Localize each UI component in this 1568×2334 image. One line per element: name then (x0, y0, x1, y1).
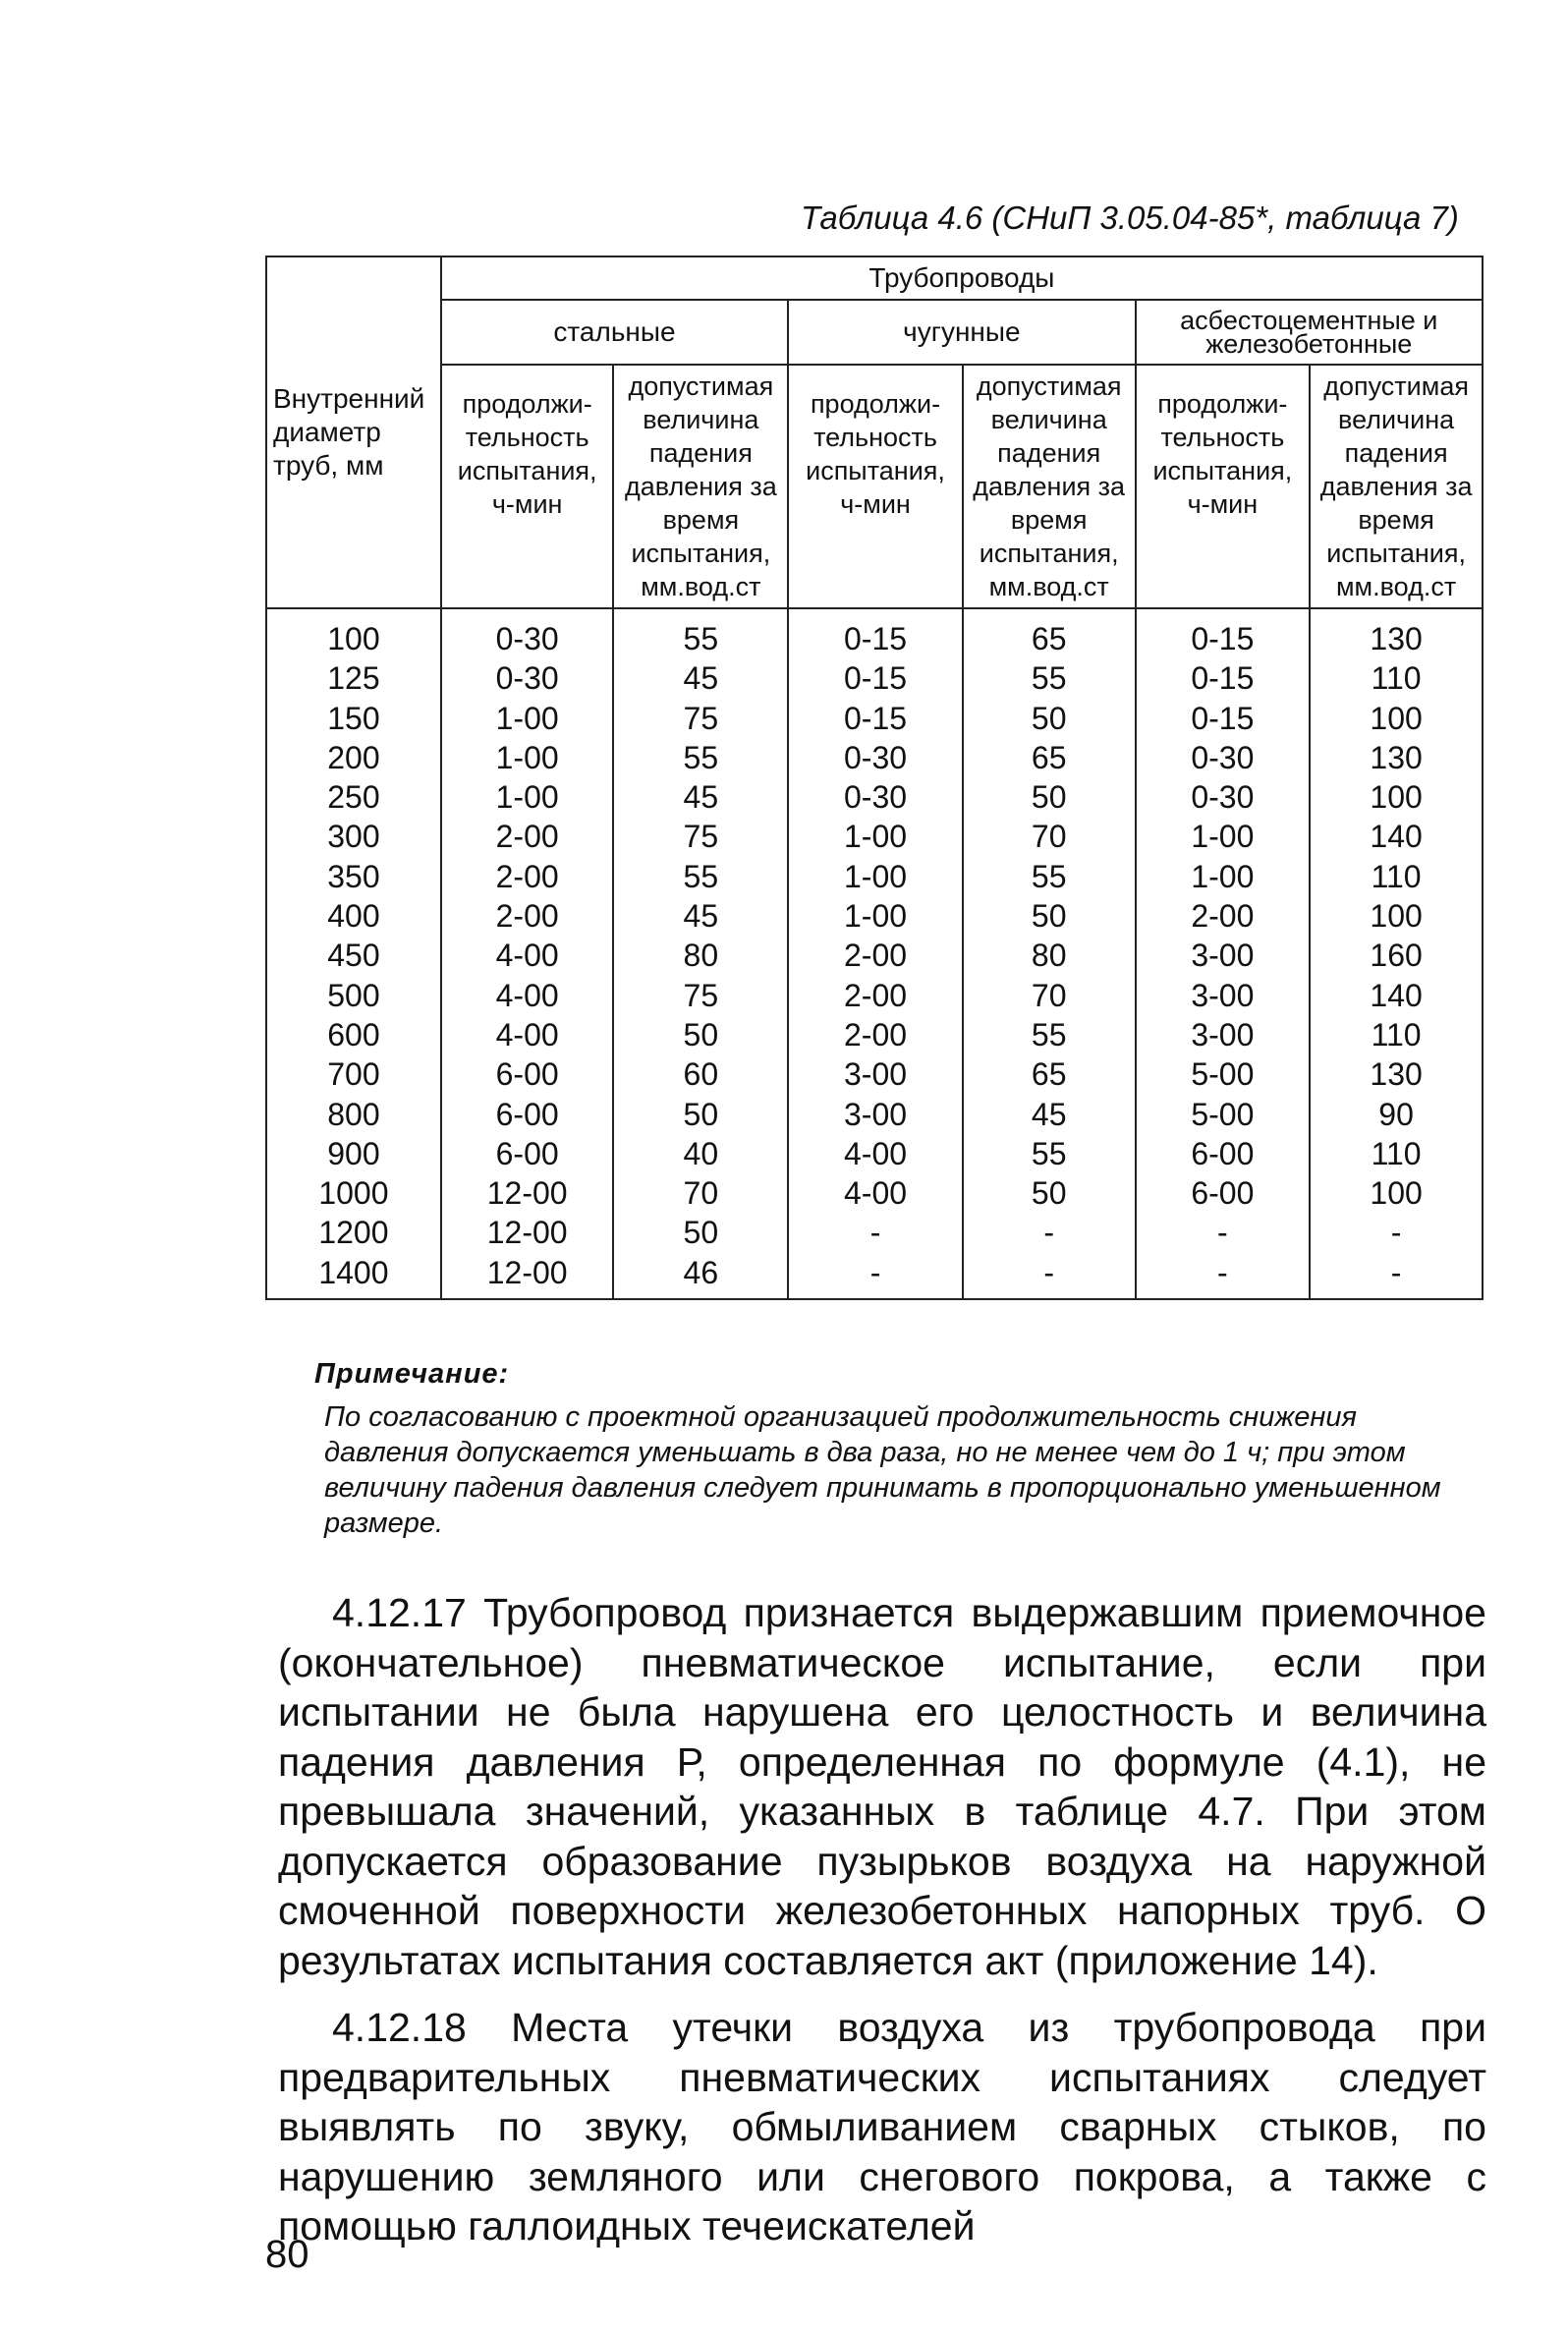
steel-pressure-drop-cell: 45 (613, 896, 788, 936)
table-row (266, 699, 1483, 738)
paragraph-4-12-18: 4.12.18 Места утечки воздуха из трубопровода при предварительных пневматических испытаниях следует выявлять по звуку, обмыливанием сварных стыков, по нарушению земляного или снегового покрова, а также с помощью галлоидных течеискателей (278, 2005, 1486, 2249)
asbestos-duration-cell: 0-30 (1136, 777, 1311, 817)
diameter-cell: 250 (266, 777, 441, 817)
steel-pressure-drop-cell: 60 (613, 1054, 788, 1094)
diameter-cell: 100 (266, 608, 441, 658)
diameter-cell: 150 (266, 699, 441, 738)
diameter-cell: 450 (266, 936, 441, 975)
cast-iron-pressure-drop-cell: 45 (963, 1095, 1136, 1134)
steel-pressure-drop-cell: 80 (613, 936, 788, 975)
group-cast-iron-header: чугунные (788, 300, 1135, 365)
diameter-cell: 700 (266, 1054, 441, 1094)
table-row (266, 936, 1483, 975)
asbestos-duration-header: продолжи- тельность испытания, ч-мин (1136, 365, 1311, 608)
table-header (266, 256, 1483, 608)
cast-iron-pressure-drop-cell: 55 (963, 857, 1136, 896)
page-number: 80 (265, 2233, 309, 2276)
steel-pressure-drop-cell: 45 (613, 777, 788, 817)
steel-duration-header: продолжи- тельность испытания, ч-мин (441, 365, 614, 608)
steel-duration-cell: 4-00 (441, 936, 614, 975)
asbestos-pressure-drop-cell: 160 (1310, 936, 1483, 975)
cast-iron-pressure-drop-header: допустимая величина падения давления за время испытания, мм.вод.ст (963, 365, 1136, 608)
steel-pressure-drop-cell: 45 (613, 658, 788, 698)
asbestos-pressure-drop-cell: 110 (1310, 857, 1483, 896)
diameter-cell: 1000 (266, 1173, 441, 1213)
asbestos-duration-cell: 5-00 (1136, 1054, 1311, 1094)
steel-pressure-drop-cell: 75 (613, 817, 788, 856)
asbestos-pressure-drop-cell: 100 (1310, 699, 1483, 738)
steel-duration-cell: 4-00 (441, 976, 614, 1015)
table-row (266, 1253, 1483, 1299)
cast-iron-pressure-drop-cell: 50 (963, 1173, 1136, 1213)
table-row (266, 608, 1483, 658)
diameter-cell: 900 (266, 1134, 441, 1173)
asbestos-duration-cell: 1-00 (1136, 817, 1311, 856)
asbestos-duration-cell: 0-15 (1136, 699, 1311, 738)
diameter-cell: 500 (266, 976, 441, 1015)
cast-iron-duration-cell: 1-00 (788, 817, 963, 856)
table-row (266, 857, 1483, 896)
cast-iron-duration-cell: 2-00 (788, 976, 963, 1015)
cast-iron-duration-cell: 2-00 (788, 1015, 963, 1054)
asbestos-pressure-drop-cell: 130 (1310, 608, 1483, 658)
cast-iron-pressure-drop-cell: 65 (963, 738, 1136, 777)
cast-iron-pressure-drop-cell: 65 (963, 608, 1136, 658)
asbestos-duration-cell: 3-00 (1136, 976, 1311, 1015)
cast-iron-pressure-drop-cell: 70 (963, 817, 1136, 856)
asbestos-pressure-drop-cell: - (1310, 1213, 1483, 1252)
cast-iron-duration-cell: - (788, 1253, 963, 1299)
diameter-cell: 400 (266, 896, 441, 936)
cast-iron-pressure-drop-cell: 55 (963, 1015, 1136, 1054)
asbestos-duration-cell: - (1136, 1213, 1311, 1252)
steel-duration-cell: 12-00 (441, 1173, 614, 1213)
asbestos-pressure-drop-cell: 100 (1310, 896, 1483, 936)
table-row (266, 976, 1483, 1015)
table-body (266, 608, 1483, 1299)
cast-iron-duration-cell: - (788, 1213, 963, 1252)
steel-pressure-drop-cell: 40 (613, 1134, 788, 1173)
steel-pressure-drop-cell: 75 (613, 699, 788, 738)
cast-iron-duration-cell: 1-00 (788, 857, 963, 896)
asbestos-pressure-drop-cell: 110 (1310, 1015, 1483, 1054)
pipe-test-table (265, 256, 1484, 1300)
steel-pressure-drop-cell: 55 (613, 857, 788, 896)
steel-duration-cell: 0-30 (441, 608, 614, 658)
steel-duration-cell: 1-00 (441, 699, 614, 738)
asbestos-duration-cell: 6-00 (1136, 1134, 1311, 1173)
asbestos-duration-cell: 6-00 (1136, 1173, 1311, 1213)
cast-iron-pressure-drop-cell: - (963, 1213, 1136, 1252)
asbestos-duration-cell: 0-15 (1136, 608, 1311, 658)
asbestos-pressure-drop-cell: 130 (1310, 738, 1483, 777)
note-title: Примечание: (314, 1358, 510, 1390)
steel-pressure-drop-cell: 55 (613, 738, 788, 777)
steel-pressure-drop-cell: 50 (613, 1213, 788, 1252)
diameter-cell: 800 (266, 1095, 441, 1134)
steel-duration-cell: 0-30 (441, 658, 614, 698)
diameter-cell: 350 (266, 857, 441, 896)
asbestos-pressure-drop-header: допустимая величина падения давления за время испытания, мм.вод.ст (1310, 365, 1483, 608)
cast-iron-duration-cell: 4-00 (788, 1134, 963, 1173)
group-asbestos-concrete-header: асбестоцементные и железобетонные (1136, 300, 1483, 365)
diameter-cell: 1200 (266, 1213, 441, 1252)
cast-iron-duration-cell: 0-30 (788, 777, 963, 817)
table-row (266, 777, 1483, 817)
steel-duration-cell: 6-00 (441, 1134, 614, 1173)
steel-duration-cell: 1-00 (441, 777, 614, 817)
cast-iron-pressure-drop-cell: 50 (963, 896, 1136, 936)
cast-iron-duration-cell: 3-00 (788, 1095, 963, 1134)
cast-iron-duration-cell: 3-00 (788, 1054, 963, 1094)
cast-iron-duration-header: продолжи- тельность испытания, ч-мин (788, 365, 963, 608)
table-row (266, 1054, 1483, 1094)
steel-pressure-drop-cell: 70 (613, 1173, 788, 1213)
diameter-cell: 1400 (266, 1253, 441, 1299)
table-row (266, 1015, 1483, 1054)
asbestos-pressure-drop-cell: 90 (1310, 1095, 1483, 1134)
asbestos-duration-cell: 1-00 (1136, 857, 1311, 896)
cast-iron-duration-cell: 0-15 (788, 608, 963, 658)
steel-pressure-drop-cell: 55 (613, 608, 788, 658)
note-text: По согласованию с проектной организацией продолжительность снижения давления допускается уменьшать в два раза, но не менее чем до 1 ч; при этом величину падения давления следует принимать в пропорционально уменьшенном размере. (324, 1401, 1441, 1539)
asbestos-duration-cell: 2-00 (1136, 896, 1311, 936)
asbestos-pressure-drop-cell: 130 (1310, 1054, 1483, 1094)
group-steel-header: стальные (441, 300, 788, 365)
asbestos-pressure-drop-cell: 110 (1310, 658, 1483, 698)
asbestos-pressure-drop-cell: 110 (1310, 1134, 1483, 1173)
asbestos-duration-cell: - (1136, 1253, 1311, 1299)
asbestos-pressure-drop-cell: - (1310, 1253, 1483, 1299)
steel-pressure-drop-header: допустимая величина падения давления за время испытания, мм.вод.ст (613, 365, 788, 608)
cast-iron-pressure-drop-cell: 80 (963, 936, 1136, 975)
steel-pressure-drop-cell: 75 (613, 976, 788, 1015)
body-text (278, 1588, 1486, 2269)
cast-iron-duration-cell: 0-30 (788, 738, 963, 777)
asbestos-pressure-drop-cell: 100 (1310, 1173, 1483, 1213)
steel-duration-cell: 6-00 (441, 1054, 614, 1094)
steel-duration-cell: 1-00 (441, 738, 614, 777)
diameter-cell: 300 (266, 817, 441, 856)
table-row (266, 1173, 1483, 1213)
cast-iron-pressure-drop-cell: 50 (963, 699, 1136, 738)
asbestos-pressure-drop-cell: 140 (1310, 976, 1483, 1015)
table-caption: Таблица 4.6 (СНиП 3.05.04-85*, таблица 7) (801, 199, 1459, 236)
cast-iron-pressure-drop-cell: 55 (963, 658, 1136, 698)
steel-duration-cell: 6-00 (441, 1095, 614, 1134)
pipelines-header: Трубопроводы (441, 256, 1483, 300)
table-row (266, 1095, 1483, 1134)
steel-duration-cell: 12-00 (441, 1253, 614, 1299)
table-row (266, 658, 1483, 698)
steel-duration-cell: 12-00 (441, 1213, 614, 1252)
cast-iron-pressure-drop-cell: 65 (963, 1054, 1136, 1094)
steel-pressure-drop-cell: 46 (613, 1253, 788, 1299)
diameter-header: Внутренний диаметр труб, мм (266, 256, 441, 608)
cast-iron-duration-cell: 0-15 (788, 658, 963, 698)
cast-iron-duration-cell: 1-00 (788, 896, 963, 936)
cast-iron-pressure-drop-cell: - (963, 1253, 1136, 1299)
cast-iron-pressure-drop-cell: 55 (963, 1134, 1136, 1173)
asbestos-duration-cell: 3-00 (1136, 936, 1311, 975)
cast-iron-duration-cell: 0-15 (788, 699, 963, 738)
table-note (314, 1356, 1484, 1541)
cast-iron-pressure-drop-cell: 50 (963, 777, 1136, 817)
cast-iron-duration-cell: 4-00 (788, 1173, 963, 1213)
table-row (266, 896, 1483, 936)
steel-duration-cell: 2-00 (441, 896, 614, 936)
table-row (266, 817, 1483, 856)
cast-iron-pressure-drop-cell: 70 (963, 976, 1136, 1015)
steel-duration-cell: 4-00 (441, 1015, 614, 1054)
asbestos-duration-cell: 3-00 (1136, 1015, 1311, 1054)
asbestos-duration-cell: 0-30 (1136, 738, 1311, 777)
steel-duration-cell: 2-00 (441, 817, 614, 856)
table-row (266, 738, 1483, 777)
asbestos-duration-cell: 0-15 (1136, 658, 1311, 698)
cast-iron-duration-cell: 2-00 (788, 936, 963, 975)
diameter-cell: 125 (266, 658, 441, 698)
steel-pressure-drop-cell: 50 (613, 1015, 788, 1054)
asbestos-pressure-drop-cell: 140 (1310, 817, 1483, 856)
asbestos-pressure-drop-cell: 100 (1310, 777, 1483, 817)
diameter-cell: 600 (266, 1015, 441, 1054)
paragraph-4-12-17: 4.12.17 Трубопровод признается выдержавшим приемочное (окончательное) пневматическое испытание, если при испытании не была нарушена его целостность и величина падения давления Р, определенная по формуле (4.1), не превышала значений, указанных в таблице 4.7. При этом допускается образование пузырьков воздуха на наружной смоченной поверхности железобетонных напорных труб. О результатах испытания составляется акт (приложение 14). (278, 1590, 1486, 1983)
steel-pressure-drop-cell: 50 (613, 1095, 788, 1134)
table-row (266, 1134, 1483, 1173)
diameter-cell: 200 (266, 738, 441, 777)
steel-duration-cell: 2-00 (441, 857, 614, 896)
table-row (266, 1213, 1483, 1252)
asbestos-duration-cell: 5-00 (1136, 1095, 1311, 1134)
